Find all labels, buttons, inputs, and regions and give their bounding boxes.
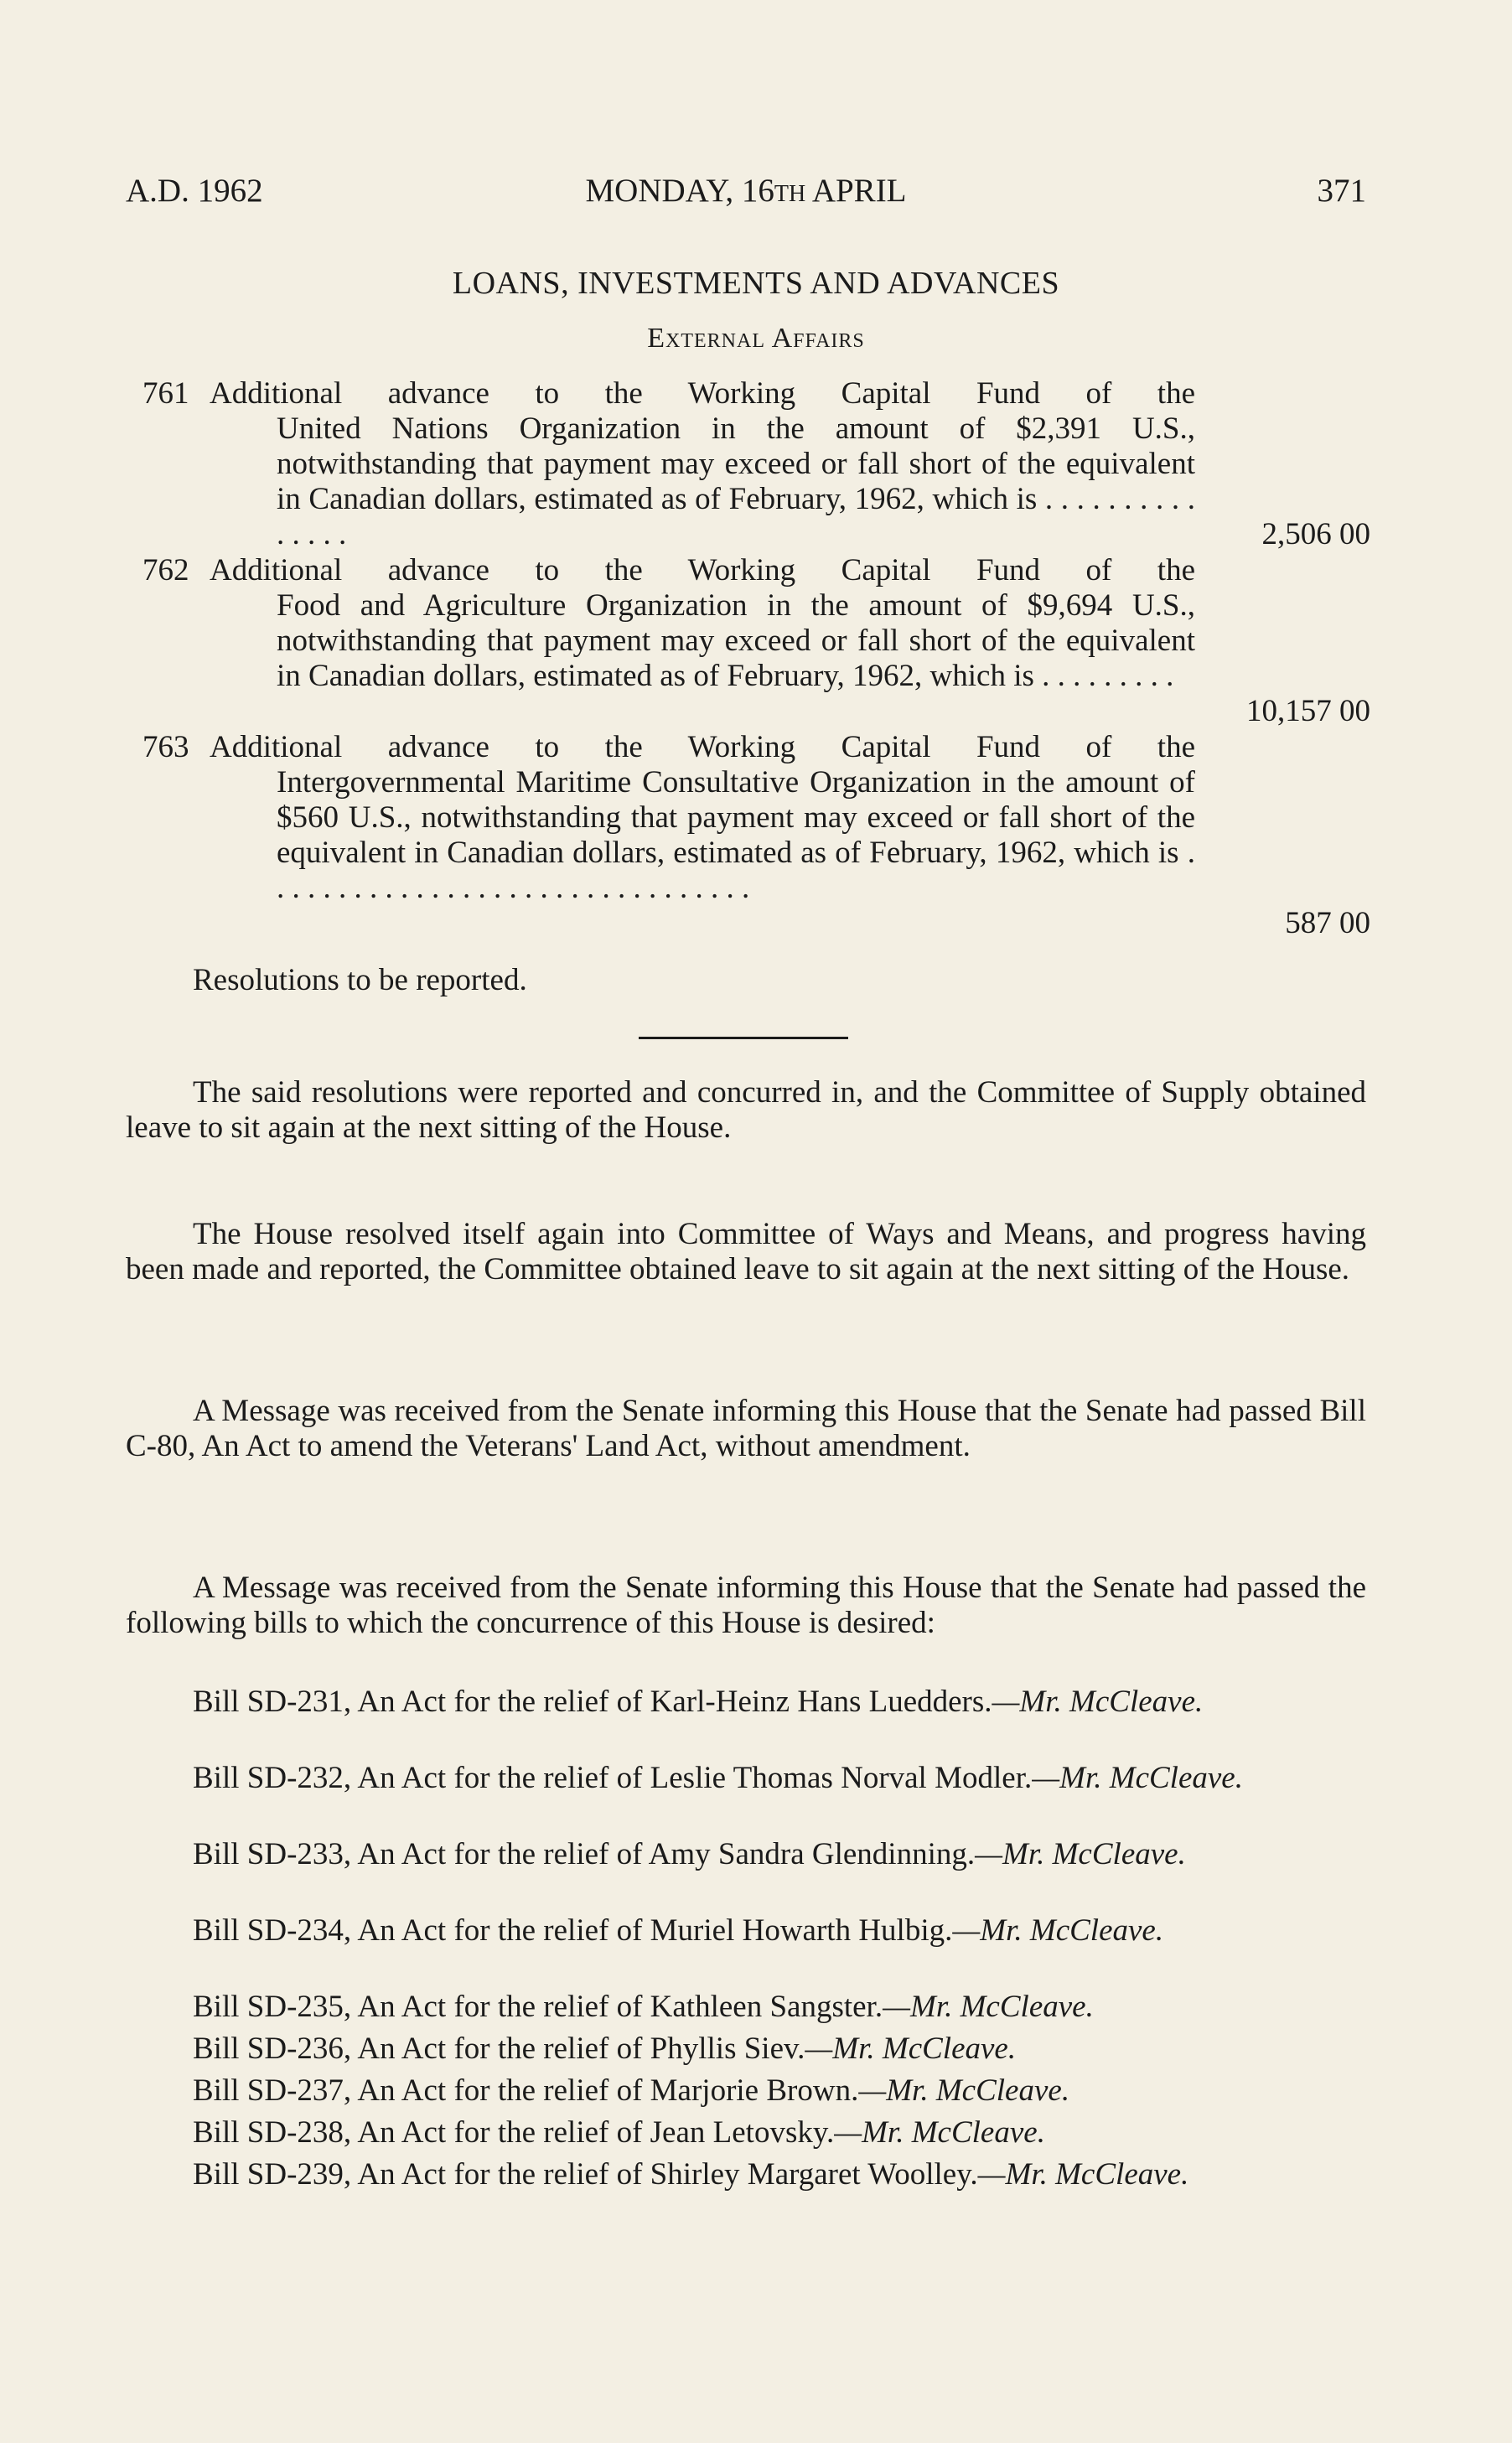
bill-sd-233 [126,1837,1366,1872]
bill-sd-238 [126,2115,1366,2151]
bill-text: Bill SD-236, An Act for the relief of Phyllis Siev. [193,2032,805,2066]
bill-mover: —Mr. McCleave. [952,1913,1164,1948]
section-divider [639,1037,848,1039]
vote-amount: 587 00 [1285,906,1370,940]
vote-amount: 10,157 00 [1246,694,1370,728]
vote-first-line: Additional advance to the Working Capital Fund of the [210,376,1195,411]
bill-mover: —Mr. McCleave. [977,2157,1189,2192]
bill-text: Bill SD-237, An Act for the relief of Marjorie Brown. [193,2073,859,2108]
vote-description [210,376,1195,552]
vote-first-line: Additional advance to the Working Capital Fund of the [210,553,1195,587]
paragraph-senate-message-bills: A Message was received from the Senate informing this House that the Senate had passed the following bills to which the concurrence of this House is desired: [126,1571,1366,1640]
bill-mover: —Mr. McCleave. [883,1990,1094,2024]
header-date-month: APRIL [811,173,907,209]
bill-text: Bill SD-232, An Act for the relief of Leslie Thomas Norval Modler. [193,1761,1033,1795]
section-title: LOANS, INVESTMENTS AND ADVANCES [452,266,1060,301]
header-date [126,172,1366,210]
bill-mover: —Mr. McCleave. [834,2115,1045,2150]
vote-description [210,553,1195,694]
bill-mover: —Mr. McCleave. [858,2073,1070,2108]
bill-sd-231 [126,1685,1366,1720]
bill-sd-235 [126,1990,1366,2025]
paragraph-ways-and-means: The House resolved itself again into Committee of Ways and Means, and progress having been made and reported, the Committee obtained leave to sit again at the next sitting of the House. [126,1217,1366,1286]
bill-mover: —Mr. McCleave. [975,1837,1186,1871]
bill-mover: —Mr. McCleave. [805,2032,1017,2066]
vote-number: 763 [142,730,189,764]
paragraph-supply: The said resolutions were reported and concurred in, and the Committee of Supply obtained leave to sit again at the next sitting of the House. [126,1075,1366,1145]
vote-continuation: Intergovernmental Maritime Consultative Organization in the amount of $560 U.S., notwithstanding that payment may exceed or fall short of the equivalent in Canadian dollars, estimated as of February, 1962, which is . . . . . . . . . . . . . . . . . . . . . . . . . . . . . . . . [277,765,1195,905]
vote-continuation: United Nations Organization in the amount of $2,391 U.S., notwithstanding that payment may exceed or fall short of the equivalent in Canadian dollars, estimated as of February, 1962, which is . . . . . . . . . . . . . . . [277,411,1195,551]
page-header [126,172,1366,214]
bill-text: Bill SD-238, An Act for the relief of Jean Letovsky. [193,2115,835,2150]
resolutions-note: Resolutions to be reported. [193,963,527,997]
header-date-suffix: TH [774,181,806,207]
bill-sd-236 [126,2032,1366,2067]
vote-number: 761 [142,376,189,411]
header-year: A.D. 1962 [126,173,263,209]
vote-number: 762 [142,553,189,587]
bill-sd-239 [126,2157,1366,2192]
bill-sd-237 [126,2073,1366,2109]
bill-text: Bill SD-239, An Act for the relief of Shirley Margaret Woolley. [193,2157,978,2192]
bill-sd-232 [126,1761,1366,1796]
page-number: 371 [1317,173,1366,209]
vote-continuation: Food and Agriculture Organization in the amount of $9,694 U.S., notwithstanding that payment may exceed or fall short of the equivalent in Canadian dollars, estimated as of February, 1962, which is . . . . . . . . . [277,588,1195,693]
vote-description [210,730,1195,906]
bill-text: Bill SD-233, An Act for the relief of Amy Sandra Glendinning. [193,1837,976,1871]
bill-mover: —Mr. McCleave. [992,1685,1204,1719]
bill-text: Bill SD-231, An Act for the relief of Karl-Heinz Hans Luedders. [193,1685,992,1719]
bill-sd-234 [126,1913,1366,1949]
bill-text: Bill SD-235, An Act for the relief of Kathleen Sangster. [193,1990,883,2024]
bill-mover: —Mr. McCleave. [1032,1761,1243,1795]
header-date-day: MONDAY, 16 [585,173,774,209]
vote-amount: 2,506 00 [1261,517,1370,551]
section-subtitle: External Affairs [647,323,865,354]
paragraph-senate-message-c80: A Message was received from the Senate informing this House that the Senate had passed Bill C-80, An Act to amend the Veterans' Land Act, without amendment. [126,1394,1366,1463]
vote-first-line: Additional advance to the Working Capital Fund of the [210,730,1195,764]
bill-text: Bill SD-234, An Act for the relief of Muriel Howarth Hulbig. [193,1913,953,1948]
